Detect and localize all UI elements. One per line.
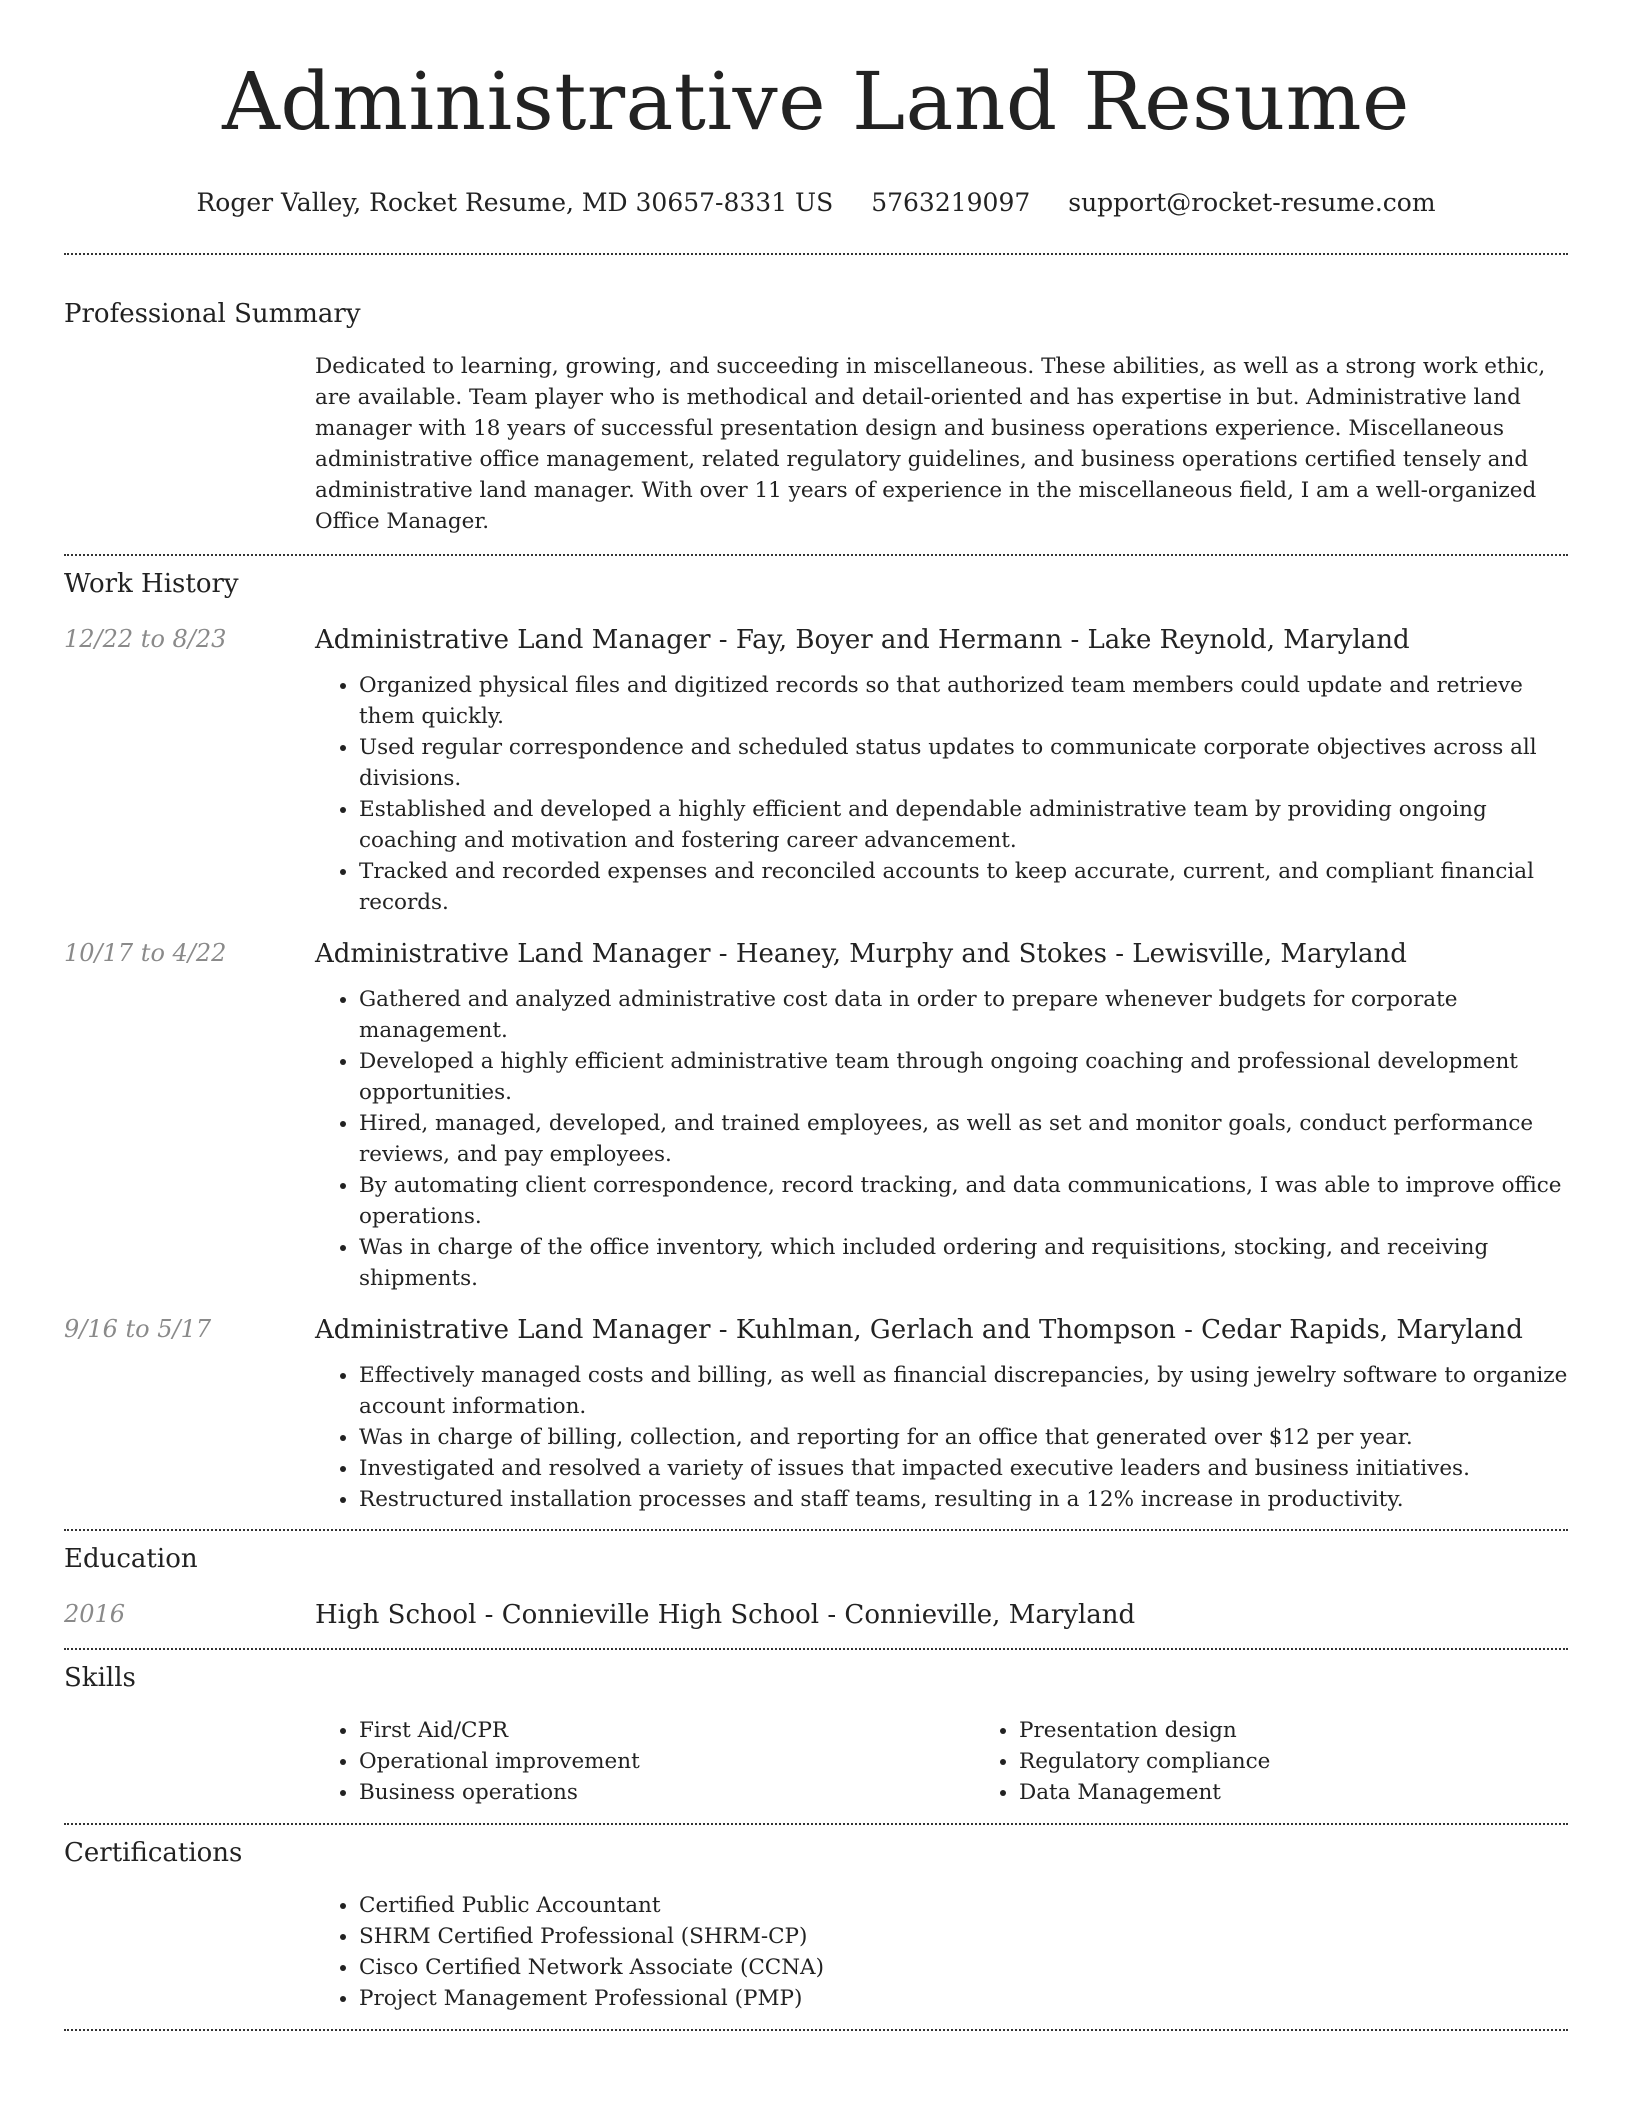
job-bullet: • Gathered and analyzed administrative cost data in order to prepare whenever budgets for corporate management. (359, 984, 1568, 1046)
certification-item: • SHRM Certified Professional (SHRM-CP) (359, 1921, 1568, 1952)
skill-item: • Data Management (1019, 1777, 1632, 1808)
skill-item: • Regulatory compliance (1019, 1746, 1632, 1777)
education-date: 2016 (64, 1600, 126, 1628)
skills-list-right (975, 1715, 1632, 1808)
resume-header (64, 0, 1568, 220)
summary-row (64, 351, 1568, 537)
job-title: Administrative Land Manager - Kuhlman, Gerlach and Thompson - Cedar Rapids, Maryland (315, 1315, 1523, 1345)
work-heading: Work History (64, 569, 239, 599)
summary-divider (64, 554, 1568, 556)
job-content (315, 1313, 1568, 1515)
skill-item: • Business operations (359, 1777, 975, 1808)
contact-phone: 5763219097 (871, 188, 1031, 217)
job-bullet: • Investigated and resolved a variety of issues that impacted executive leaders and business initiatives. (359, 1453, 1568, 1484)
job-bullets (315, 984, 1568, 1294)
contact-line (64, 186, 1568, 220)
header-divider (64, 253, 1568, 255)
skill-item: • Operational improvement (359, 1746, 975, 1777)
job-bullet: • Used regular correspondence and scheduled status updates to communicate corporate objectives across all divisions. (359, 732, 1568, 794)
work-section (64, 567, 1568, 1515)
job-content (315, 937, 1568, 1294)
contact-address: Roger Valley, Rocket Resume, MD 30657-8331 US (196, 188, 834, 217)
certifications-section (64, 1836, 1568, 2014)
summary-text: Dedicated to learning, growing, and succeeding in miscellaneous. These abilities, as well as a strong work ethic, are available. Team player who is methodical and detail-oriented and has expertise in but. Administrative land manager with 18 years of successful presentation design and business operations experience. Miscellaneous administrative office management, related regulatory guidelines, and business operations certified tensely and administrative land manager. With over 11 years of experience in the miscellaneous field, I am a well-organized Office Manager. (315, 354, 1546, 534)
skills-heading: Skills (64, 1663, 136, 1693)
certifications-divider (64, 2029, 1568, 2031)
certification-item: • Certified Public Accountant (359, 1890, 1568, 1921)
summary-section (64, 297, 1568, 537)
skills-section (64, 1661, 1568, 1808)
job-bullet: • By automating client correspondence, record tracking, and data communications, I was able to improve office operations. (359, 1170, 1568, 1232)
job-content (315, 623, 1568, 918)
skill-item: • Presentation design (1019, 1715, 1632, 1746)
summary-heading: Professional Summary (64, 299, 361, 329)
job-bullet: • Was in charge of the office inventory, which included ordering and requisitions, stocking, and receiving shipments. (359, 1232, 1568, 1294)
job-dates: 10/17 to 4/22 (64, 939, 227, 967)
education-heading: Education (64, 1544, 198, 1574)
education-section (64, 1542, 1568, 1632)
certifications-row (64, 1890, 1568, 2014)
job-bullet: • Established and developed a highly efficient and dependable administrative team by providing ongoing coaching and motivation and fostering career advancement. (359, 794, 1568, 856)
certifications-heading: Certifications (64, 1838, 243, 1868)
job-bullet: • Restructured installation processes and staff teams, resulting in a 12% increase in productivity. (359, 1484, 1568, 1515)
resume-title: Administrative Land Resume (222, 55, 1410, 148)
certification-item: • Project Management Professional (PMP) (359, 1983, 1568, 2014)
job-dates: 12/22 to 8/23 (64, 625, 227, 653)
job-title: Administrative Land Manager - Fay, Boyer and Hermann - Lake Reynold, Maryland (315, 625, 1410, 655)
skills-list-left (315, 1715, 975, 1808)
certifications-list (315, 1890, 1568, 2014)
certifications-spacer (64, 1890, 315, 2014)
skill-item: • First Aid/CPR (359, 1715, 975, 1746)
job-bullet: • Organized physical files and digitized records so that authorized team members could update and retrieve them quickly. (359, 670, 1568, 732)
work-divider (64, 1529, 1568, 1531)
job-entry (64, 1313, 1568, 1515)
job-bullet: • Effectively managed costs and billing, as well as financial discrepancies, by using jewelry software to organize account information. (359, 1360, 1568, 1422)
skills-spacer (64, 1715, 315, 1808)
job-bullet: • Tracked and recorded expenses and reconciled accounts to keep accurate, current, and compliant financial records. (359, 856, 1568, 918)
job-bullet: • Was in charge of billing, collection, and reporting for an office that generated over $12 per year. (359, 1422, 1568, 1453)
job-title: Administrative Land Manager - Heaney, Murphy and Stokes - Lewisville, Maryland (315, 939, 1407, 969)
skills-grid (315, 1715, 1632, 1808)
job-bullets (315, 670, 1568, 918)
job-bullet: • Hired, managed, developed, and trained employees, as well as set and monitor goals, conduct performance reviews, and pay employees. (359, 1108, 1568, 1170)
contact-email: support@rocket-resume.com (1068, 188, 1436, 217)
job-entry (64, 623, 1568, 918)
skills-row (64, 1715, 1568, 1808)
education-entry (64, 1598, 1568, 1632)
skills-divider (64, 1823, 1568, 1825)
education-divider (64, 1648, 1568, 1650)
certifications-content (315, 1890, 1568, 2014)
job-bullets (315, 1360, 1568, 1515)
job-entry (64, 937, 1568, 1294)
job-bullet: • Developed a highly efficient administrative team through ongoing coaching and professional development opportunities. (359, 1046, 1568, 1108)
education-text: High School - Connieville High School - Connieville, Maryland (315, 1600, 1136, 1630)
summary-spacer (64, 351, 315, 537)
certification-item: • Cisco Certified Network Associate (CCNA) (359, 1952, 1568, 1983)
job-dates: 9/16 to 5/17 (64, 1315, 212, 1343)
